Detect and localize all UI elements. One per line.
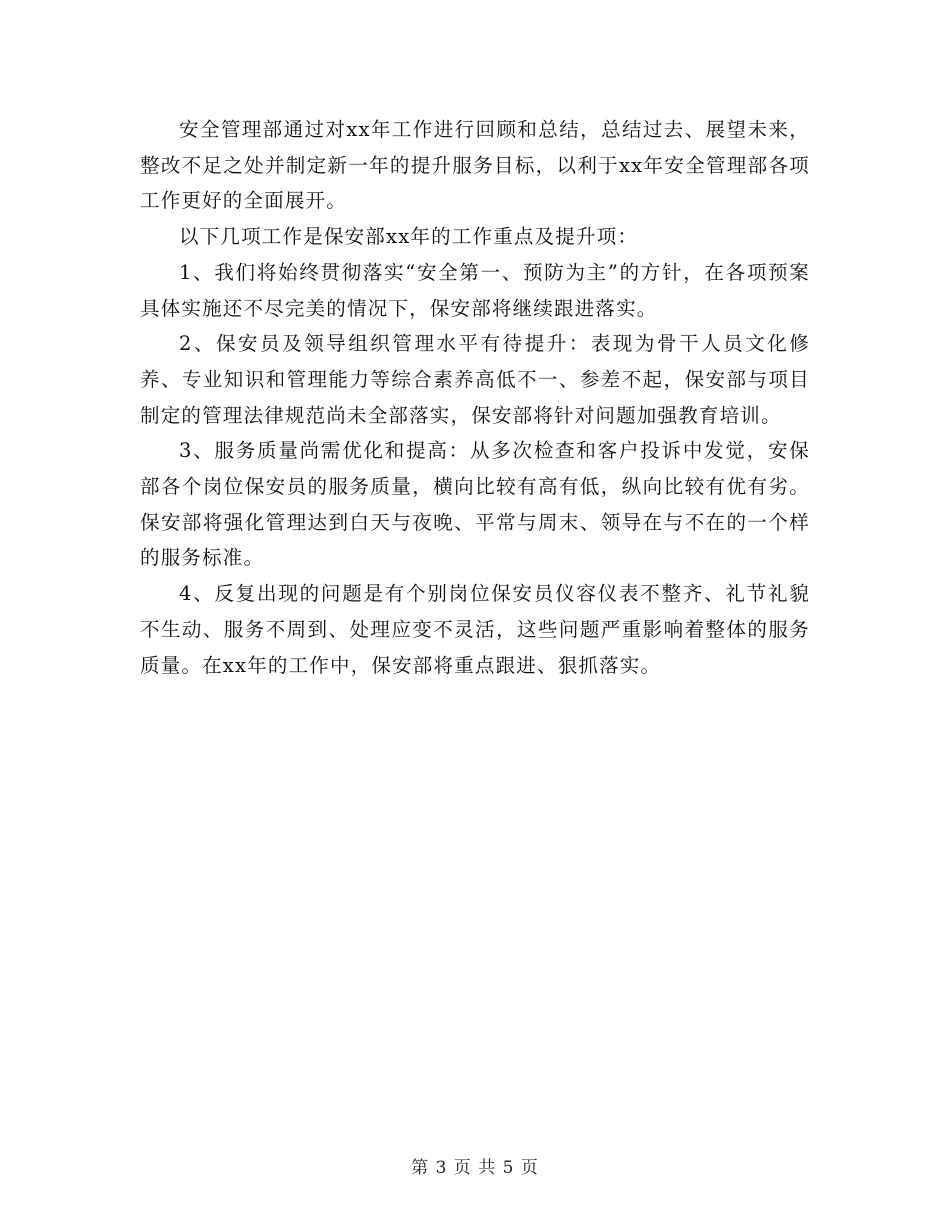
paragraph-item-1: 1、我们将始终贯彻落实“安全第一、预防为主”的方针，在各项预案具体实施还不尽完美的情况下，保安部将继续跟进落实。	[140, 260, 810, 320]
paragraph-focus-heading: 以下几项工作是保安部xx年的工作重点及提升项：	[179, 225, 639, 249]
paragraph-item-3: 3、服务质量尚需优化和提高：从多次检查和客户投诉中发觉，安保部各个岗位保安员的服务质量，横向比较有高有低，纵向比较有优有劣。保安部将强化管理达到白天与夜晚、平常与周末、领导在与不在的一个样的服务标准。	[140, 439, 810, 570]
paragraph-item-4: 4、反复出现的问题是有个别岗位保安员仪容仪表不整齐、礼节礼貌不生动、服务不周到、处理应变不灵活，这些问题严重影响着整体的服务质量。在xx年的工作中，保安部将重点跟进、狠抓落实。	[140, 582, 810, 677]
paragraph-intro: 安全管理部通过对xx年工作进行回顾和总结，总结过去、展望未来，整改不足之处并制定新一年的提升服务目标，以利于xx年安全管理部各项工作更好的全面展开。	[140, 118, 810, 213]
paragraph-item-2: 2、保安员及领导组织管理水平有待提升：表现为骨干人员文化修养、专业知识和管理能力等综合素养高低不一、参差不起，保安部与项目制定的管理法律规范尚未全部落实，保安部将针对问题加强教育培训。	[140, 332, 810, 427]
document-body	[140, 112, 810, 683]
page-number-footer: 第 3 页 共 5 页	[411, 1158, 539, 1178]
